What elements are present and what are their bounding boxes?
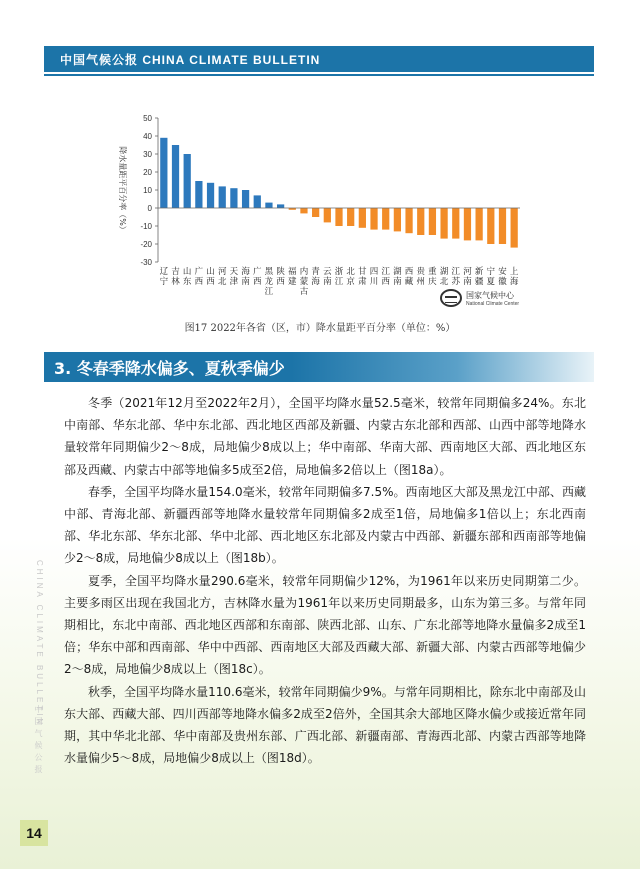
x-tick-label: 河北: [217, 267, 227, 287]
x-tick-label: 山东: [182, 267, 192, 287]
bar: [476, 208, 483, 240]
section-header: [44, 352, 594, 382]
x-tick-label: 河南: [463, 267, 472, 287]
x-tick-label: 陕西: [276, 267, 285, 287]
bar: [242, 190, 249, 208]
bar: [160, 138, 167, 208]
x-tick-label: 辽宁: [159, 267, 169, 287]
x-tick-label: 黑龙江: [264, 267, 274, 297]
section-title: 3. 冬春季降水偏多、夏秋季偏少: [54, 358, 285, 378]
bar: [219, 186, 226, 208]
y-tick-label: 10: [143, 186, 152, 195]
bar: [359, 208, 366, 228]
x-tick-label: 新疆: [474, 267, 484, 287]
x-tick-label: 宁夏: [486, 267, 496, 287]
bar: [335, 208, 342, 226]
x-tick-label: 湖北: [439, 267, 449, 287]
precipitation-anomaly-chart: [90, 110, 540, 305]
x-tick-label: 北京: [346, 267, 355, 287]
x-tick-label: 重庆: [428, 267, 437, 287]
paragraph-summer: 夏季，全国平均降水量290.6毫米，较常年同期偏少12%，为1961年以来历史同期第二少。主要多雨区出现在我国北方，吉林降水量为1961年以来历史同期最多，山东为第三多。与常年同期相比，东北中南部、西北地区西部和东南部、陕西北部、山东、广东北部等地降水量偏多2成至1倍；华东中部和西南部、华中中西部、西南地区大部及西藏大部、新疆大部、内蒙古西部等地偏少2～8成，局地偏少8成以上（图18c）。: [64, 573, 586, 677]
bar: [184, 154, 191, 208]
x-tick-label: 福建: [288, 267, 297, 287]
bulletin-title: 中国气候公报 CHINA CLIMATE BULLETIN: [60, 52, 321, 67]
bar: [312, 208, 319, 217]
header-rule: [44, 74, 594, 76]
page-number: 14: [26, 825, 42, 841]
x-tick-label: 浙江: [334, 267, 344, 287]
bar: [487, 208, 494, 244]
bar: [370, 208, 377, 230]
x-tick-label: 吉林: [171, 267, 180, 287]
x-tick-label: 上海: [509, 267, 519, 287]
body-text: [64, 392, 586, 769]
x-tick-label: 安徽: [498, 267, 507, 287]
x-tick-label: 湖南: [393, 267, 402, 287]
x-tick-label: 广西: [253, 267, 262, 287]
x-tick-label: 江西: [381, 267, 390, 287]
bar: [440, 208, 447, 239]
x-tick-label: 四川: [369, 267, 379, 287]
bar: [429, 208, 436, 235]
paragraph-winter: 冬季（2021年12月至2022年2月），全国平均降水量52.5毫米，较常年同期偏多24%。东北中南部、华东北部、华中东北部、西北地区西部及新疆、内蒙古东北部和西部、山西中部等地降水量较常年同期偏少2～8成，局地偏少8成以上；华中南部、华南大部、西南地区大部、西北地区东部及西藏、内蒙古中部等地偏多5成至2倍，局地偏多2倍以上（图18a）。: [64, 396, 586, 477]
bar: [230, 188, 237, 208]
bar: [324, 208, 331, 222]
side-title-cn: 中国气候公报: [34, 705, 43, 777]
x-tick-label: 贵州: [416, 267, 425, 287]
x-tick-label: 天津: [229, 267, 239, 287]
y-tick-label: 50: [143, 114, 152, 123]
x-tick-label: 海南: [241, 267, 250, 287]
y-tick-label: 0: [147, 204, 152, 213]
bar: [265, 203, 272, 208]
figure-caption: 图17 2022年各省（区，市）降水量距平百分率（单位：%）: [184, 323, 456, 334]
bar: [195, 181, 202, 208]
y-tick-label: -20: [140, 240, 152, 249]
bar: [511, 208, 518, 248]
y-tick-label: 30: [143, 150, 152, 159]
bar: [382, 208, 389, 230]
bar: [464, 208, 471, 240]
bar: [394, 208, 401, 231]
x-tick-label: 江苏: [451, 267, 461, 287]
ncc-emblem-icon: [440, 289, 462, 307]
y-tick-label: -30: [140, 258, 152, 267]
bar: [254, 195, 261, 208]
bar: [172, 145, 179, 208]
page-number-box: [20, 820, 48, 846]
y-axis-label: 降水量距平百分率（%）: [118, 146, 127, 234]
logo-name-en: National Climate Center: [466, 300, 520, 307]
x-tick-label: 内蒙古: [299, 267, 309, 297]
bar: [499, 208, 506, 244]
x-tick-label: 云南: [323, 267, 332, 287]
side-title-en: CHINA CLIMATE BULLETIN: [35, 560, 44, 728]
bar: [300, 208, 307, 213]
x-tick-label: 广西: [194, 267, 204, 287]
bar: [347, 208, 354, 226]
ncc-logo: [440, 289, 519, 307]
bar: [405, 208, 412, 233]
y-tick-label: 40: [143, 132, 152, 141]
paragraph-spring: 春季，全国平均降水量154.0毫米，较常年同期偏多7.5%。西南地区大部及黑龙江中部、西藏中部、青海北部、新疆西部等地降水量较常年同期偏多2成至1倍，局地偏多1倍以上；东北西南部、华北东部、华东北部、华中北部、西北地区东北部及内蒙古中西部、新疆东部和西南部等地偏少2～8成，局地偏少8成以上（图18b）。: [64, 484, 586, 566]
x-tick-label: 甘肃: [358, 267, 367, 287]
bar: [452, 208, 459, 239]
bar: [417, 208, 424, 235]
paragraph-autumn: 秋季，全国平均降水量110.6毫米，较常年同期偏少9%。与常年同期相比，除东北中南部及山东大部、西藏大部、四川西部等地降水偏多2成至2倍外，全国其余大部地区降水偏少或接近常年同期，其中华北北部、华中南部及贵州东部、广西北部、新疆南部、青海西北部、内蒙古西部等地降水量偏少5～8成，局地偏少8成以上（图18d）。: [64, 684, 586, 766]
bar: [277, 204, 284, 208]
y-tick-label: -10: [140, 222, 152, 231]
bar: [207, 183, 214, 208]
x-tick-label: 西藏: [404, 267, 414, 287]
x-tick-label: 山西: [206, 267, 215, 287]
x-tick-label: 青海: [311, 267, 320, 287]
header-bar: [44, 46, 594, 72]
logo-name-cn: 国家气候中心: [466, 290, 514, 300]
y-tick-label: 20: [143, 168, 152, 177]
